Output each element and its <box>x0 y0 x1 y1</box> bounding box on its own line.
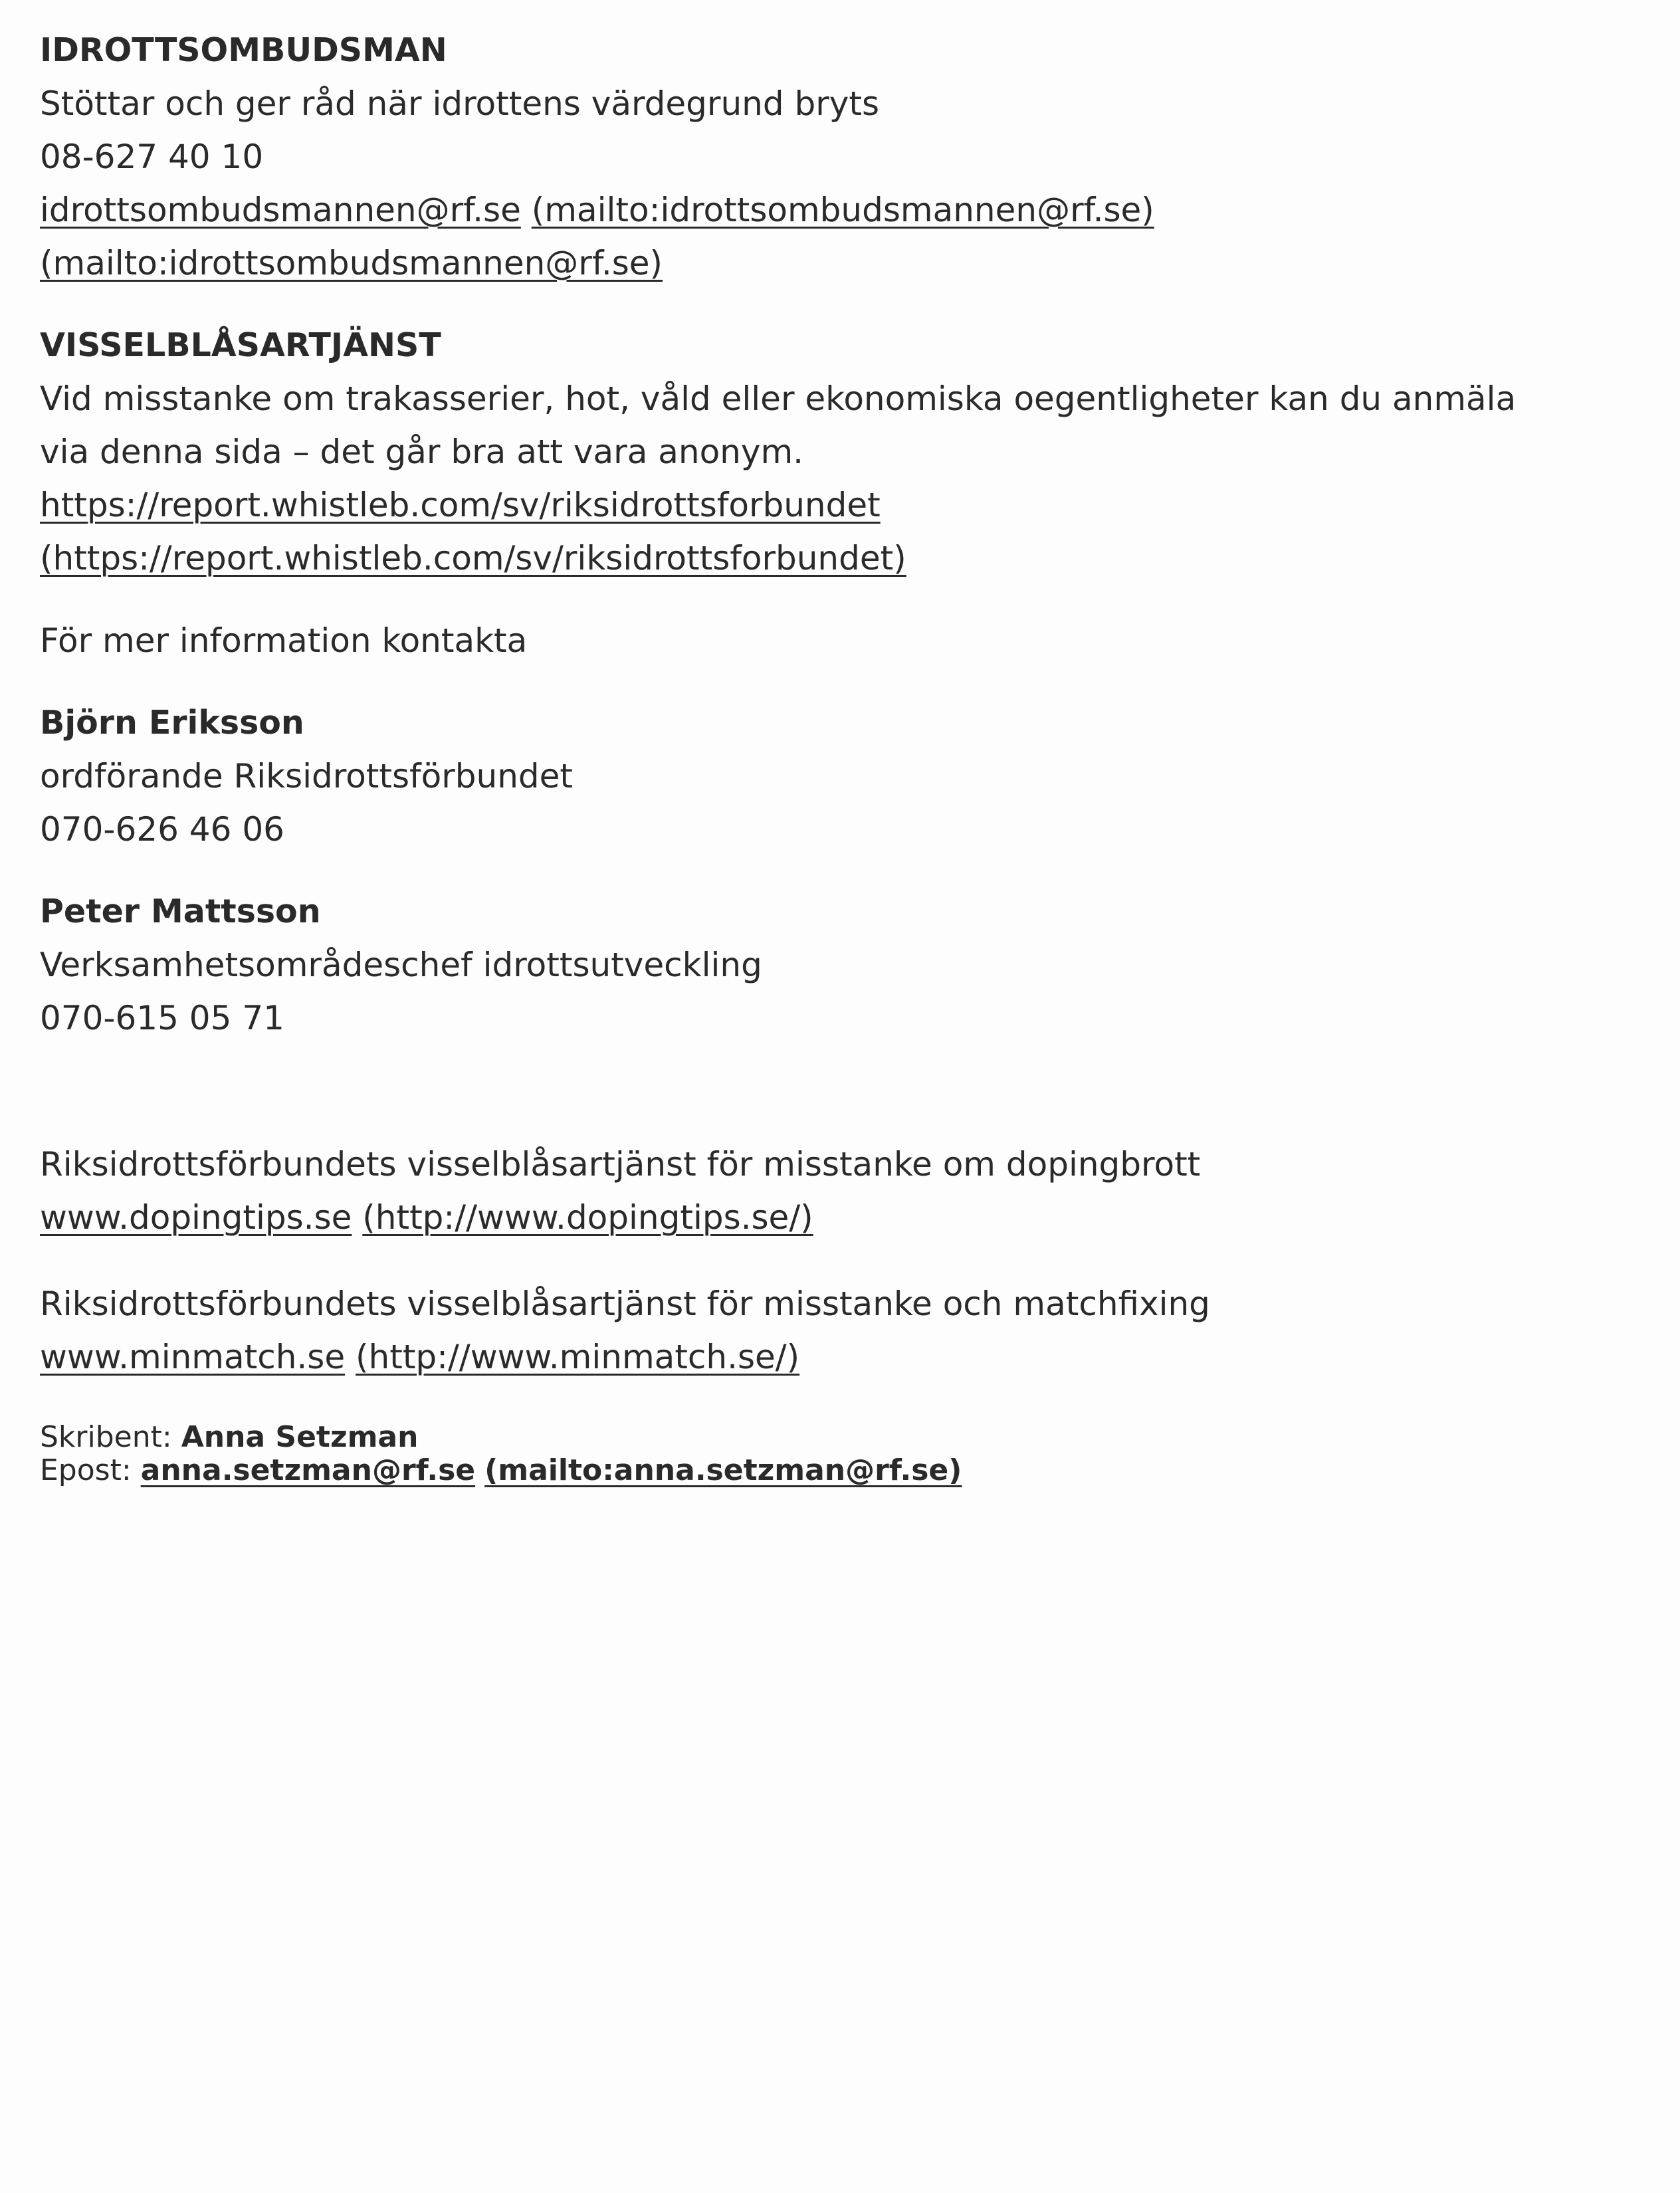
footer-email-label: Epost: <box>40 1453 132 1487</box>
contact-role: Verksamhetsområdeschef idrottsutveckling <box>40 946 762 984</box>
ombudsman-email-mailto-row <box>40 237 1622 290</box>
footer-email-mailto-link[interactable]: (mailto:anna.setzman@rf.se) <box>484 1453 962 1487</box>
whistleblower-text-line-2: via denna sida – det går bra att vara anonym. <box>40 433 804 471</box>
ombudsman-description: Stöttar och ger råd när idrottens värdegrund bryts <box>40 84 879 123</box>
ombudsman-phone: 08-627 40 10 <box>40 138 264 176</box>
doping-link-row <box>40 1191 1622 1244</box>
doping-text: Riksidrottsförbundets visselblåsartjänst för misstanke om dopingbrott <box>40 1145 1201 1184</box>
whistleblower-heading: VISSELBLÅSARTJÄNST <box>40 326 441 364</box>
ombudsman-email-mailto-link[interactable]: (mailto:idrottsombudsmannen@rf.se) <box>531 191 1154 229</box>
contact-phone: 070-615 05 71 <box>40 999 284 1037</box>
footer-writer-row <box>40 1421 1622 1454</box>
matchfixing-section <box>40 1277 1622 1384</box>
footer-email-row <box>40 1454 1622 1487</box>
document-content <box>40 24 1622 1487</box>
whistleblower-url-paren-link[interactable]: (https://report.whistleb.com/sv/riksidrottsforbundet) <box>40 539 906 577</box>
matchfixing-text: Riksidrottsförbundets visselblåsartjänst för misstanke och matchfixing <box>40 1285 1210 1323</box>
ombudsman-section <box>40 24 1622 290</box>
contact-name: Björn Eriksson <box>40 704 304 742</box>
contact-name: Peter Mattsson <box>40 892 321 930</box>
doping-link-paren[interactable]: (http://www.dopingtips.se/) <box>362 1198 813 1237</box>
ombudsman-heading: IDROTTSOMBUDSMAN <box>40 31 447 69</box>
whistleblower-url-link[interactable]: https://report.whistleb.com/sv/riksidrottsforbundet <box>40 486 881 524</box>
whistleblower-section <box>40 319 1622 585</box>
footer-writer-name: Anna Setzman <box>181 1420 419 1454</box>
footer-writer-label: Skribent: <box>40 1420 172 1454</box>
whistleblower-url-row <box>40 478 1622 532</box>
contact-peter <box>40 885 1622 1045</box>
whistleblower-url-paren-row <box>40 532 1622 585</box>
contact-phone: 070-626 46 06 <box>40 810 284 849</box>
matchfixing-link[interactable]: www.minmatch.se <box>40 1338 346 1376</box>
more-info-text: För mer information kontakta <box>40 621 528 660</box>
contact-role: ordförande Riksidrottsförbundet <box>40 757 574 795</box>
doping-link[interactable]: www.dopingtips.se <box>40 1198 352 1237</box>
whistleblower-text-line-1: Vid misstanke om trakasserier, hot, våld eller ekonomiska oegentligheter kan du anmäla <box>40 379 1517 418</box>
footer-section <box>40 1421 1622 1487</box>
matchfixing-link-paren[interactable]: (http://www.minmatch.se/) <box>356 1338 800 1376</box>
footer-email-link[interactable]: anna.setzman@rf.se <box>140 1453 476 1487</box>
contact-bjorn <box>40 696 1622 856</box>
ombudsman-email-link[interactable]: idrottsombudsmannen@rf.se <box>40 191 521 229</box>
ombudsman-email-row <box>40 183 1622 237</box>
ombudsman-email-mailto-repeat-link[interactable]: (mailto:idrottsombudsmannen@rf.se) <box>40 244 663 282</box>
matchfixing-link-row <box>40 1330 1622 1384</box>
doping-section <box>40 1138 1622 1244</box>
